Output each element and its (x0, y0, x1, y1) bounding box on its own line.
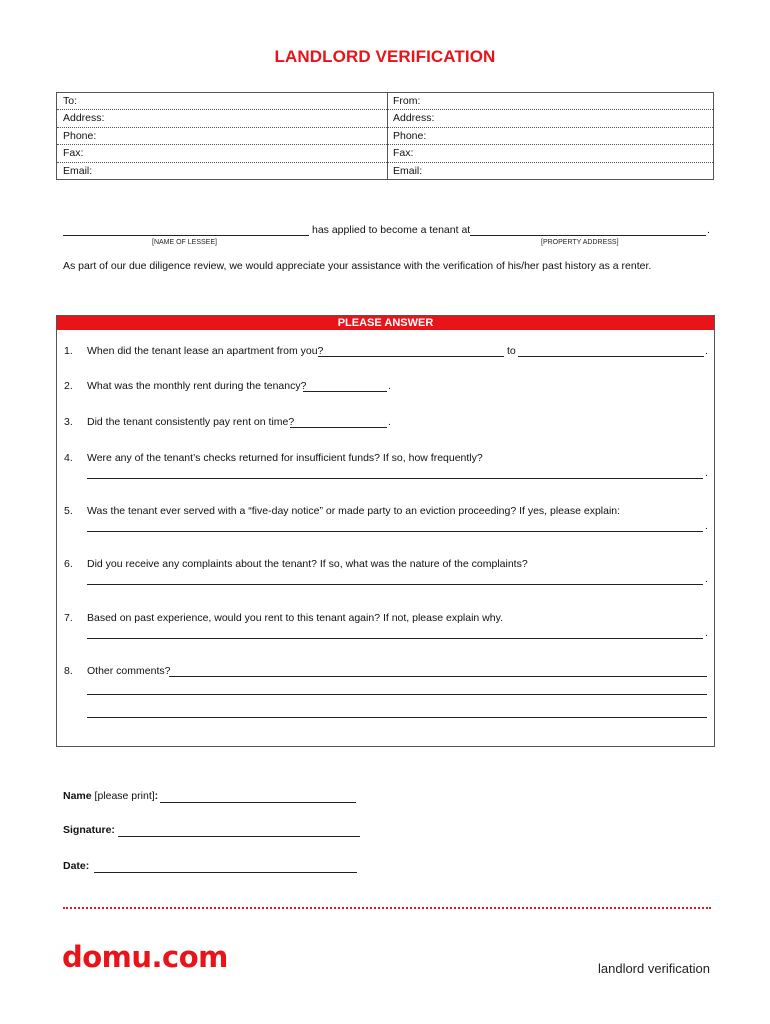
question-number: 7. (64, 612, 73, 624)
signature-label: Signature: (63, 824, 115, 836)
answer-line[interactable] (87, 466, 703, 479)
to-phone-field[interactable]: Phone: (57, 128, 387, 145)
footer-label: landlord verification (597, 961, 710, 976)
page-title: LANDLORD VERIFICATION (274, 47, 496, 66)
question-text: What was the monthly rent during the tenancy? (87, 380, 307, 392)
question-number: 1. (64, 345, 73, 357)
please-answer-header: PLEASE ANSWER (57, 316, 714, 330)
please-answer-section (56, 315, 715, 747)
question-text: Other comments? (87, 665, 171, 677)
question-text: When did the tenant lease an apartment from you? (87, 345, 324, 357)
answer-line[interactable] (87, 572, 703, 585)
name-label-bold: Name (63, 790, 92, 802)
question-text: Were any of the tenant’s checks returned for insufficient funds? If so, how frequently? (87, 452, 483, 464)
lessee-end-punct: . (707, 224, 710, 236)
question-end: . (705, 345, 708, 357)
property-caption: [PROPERTY ADDRESS] (541, 239, 619, 246)
lessee-name-line[interactable] (63, 225, 309, 236)
question-number: 3. (64, 416, 73, 428)
lease-start-line[interactable] (318, 345, 504, 357)
to-email-field[interactable]: Email: (63, 164, 93, 177)
question-number: 4. (64, 452, 73, 464)
question-number: 2. (64, 380, 73, 392)
to-text: to (507, 345, 516, 357)
question-end: . (705, 627, 708, 639)
question-end: . (388, 416, 391, 428)
from-field[interactable]: From: (387, 93, 713, 110)
from-phone-field[interactable]: Phone: (387, 128, 713, 145)
intro-text: As part of our due diligence review, we would appreciate your assistance with the verification of his/her past history as a renter. (63, 260, 652, 272)
domu-logo: domu.com (62, 940, 228, 974)
question-end: . (705, 573, 708, 585)
from-address-field[interactable]: Address: (387, 110, 713, 127)
to-column (57, 93, 388, 179)
footer-divider (63, 907, 711, 909)
question-number: 5. (64, 505, 73, 517)
question-text: Did the tenant consistently pay rent on time? (87, 416, 295, 428)
name-label-colon: : (154, 790, 159, 802)
question-number: 6. (64, 558, 73, 570)
name-line[interactable] (160, 790, 356, 803)
signature-line[interactable] (118, 824, 360, 837)
name-label-hint: [please print] (94, 790, 155, 802)
date-line[interactable] (94, 860, 357, 873)
question-number: 8. (64, 665, 73, 677)
answer-line[interactable] (87, 626, 703, 639)
property-address-line[interactable] (470, 225, 706, 236)
other-comments-line[interactable] (87, 706, 707, 718)
other-comments-line[interactable] (87, 683, 707, 695)
question-end: . (705, 520, 708, 532)
question-text: Did you receive any complaints about the tenant? If so, what was the nature of the complaints? (87, 558, 528, 570)
question-text: Based on past experience, would you rent to this tenant again? If not, please explain why. (87, 612, 503, 624)
from-fax-field[interactable]: Fax: (387, 145, 713, 162)
name-label (63, 790, 158, 802)
other-comments-line[interactable] (169, 665, 707, 677)
answer-line[interactable] (87, 519, 703, 532)
from-column (387, 93, 713, 179)
contact-table (56, 92, 714, 180)
question-end: . (388, 380, 391, 392)
applied-text: has applied to become a tenant at (312, 224, 471, 236)
pay-on-time-line[interactable] (290, 416, 387, 428)
date-label: Date: (63, 860, 90, 872)
lessee-statement (63, 225, 711, 237)
from-email-field[interactable]: Email: (393, 164, 423, 177)
question-text: Was the tenant ever served with a “five-day notice” or made party to an eviction proceeding? If yes, please explain: (87, 505, 621, 517)
lessee-caption: [NAME OF LESSEE] (152, 239, 217, 246)
to-address-field[interactable]: Address: (57, 110, 387, 127)
to-fax-field[interactable]: Fax: (57, 145, 387, 162)
to-field[interactable]: To: (57, 93, 387, 110)
lease-end-line[interactable] (518, 345, 704, 357)
question-end: . (705, 467, 708, 479)
monthly-rent-line[interactable] (303, 380, 387, 392)
